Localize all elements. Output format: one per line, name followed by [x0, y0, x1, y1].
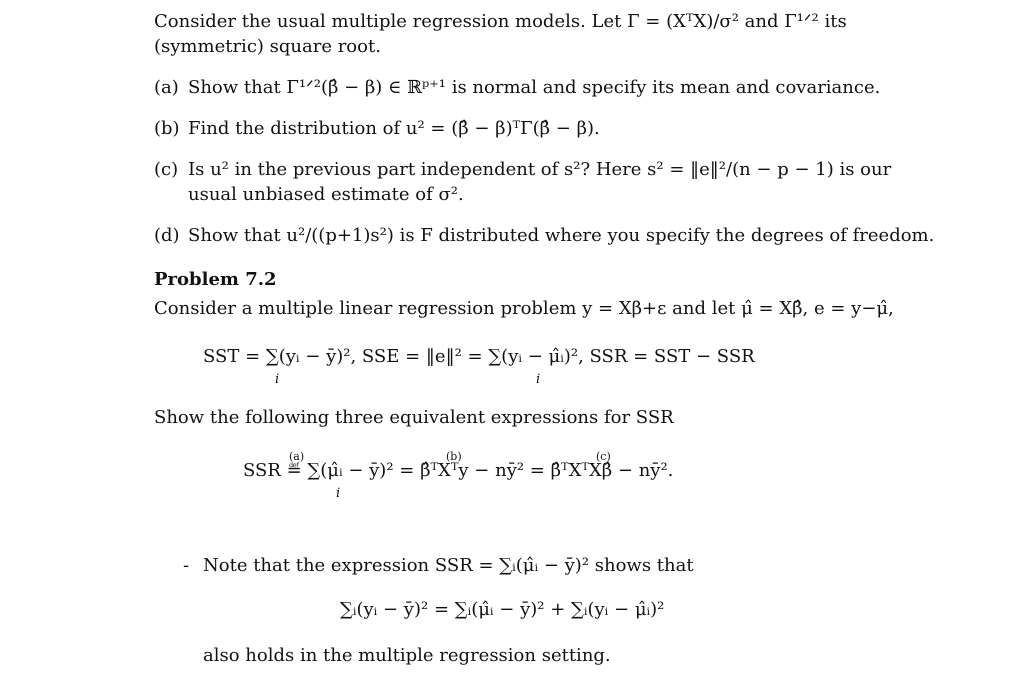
part-c-label: (c) — [154, 159, 179, 180]
sse-sum-index: i — [536, 372, 541, 387]
intro-line-2: (symmetric) square root. — [154, 36, 381, 57]
part-a-label: (a) — [154, 77, 179, 98]
part-d-text: Show that u²/((p+1)s²) is F distributed where you specify the degrees of freedom. — [188, 225, 935, 246]
part-c-continuation: usual unbiased estimate of σ². — [188, 184, 464, 205]
note-bullet: - — [183, 555, 190, 576]
note-line-1 — [183, 554, 694, 578]
show-text: Show the following three equivalent expressions for SSR — [154, 407, 674, 428]
tag-a: (a) — [289, 450, 305, 463]
part-b — [154, 117, 600, 141]
note-equation: ∑ᵢ(yᵢ − ȳ)² = ∑ᵢ(μ̂ᵢ − ȳ)² + ∑ᵢ(yᵢ − μ̂ᵢ)² — [340, 599, 665, 620]
part-d-label: (d) — [154, 225, 180, 246]
note-text: Note that the expression SSR = ∑ᵢ(μ̂ᵢ − ȳ)² shows that — [203, 555, 694, 576]
part-a-text: Show that Γ¹ᐟ²(β̂ − β) ∈ ℝᵖ⁺¹ is normal and specify its mean and covariance. — [188, 77, 881, 98]
problem-title: Problem 7.2 — [154, 269, 277, 290]
part-c-text: Is u² in the previous part independent of s²? Here s² = ‖e‖²/(n − p − 1) is our — [188, 159, 892, 180]
tag-c: (c) — [596, 450, 611, 463]
part-a — [154, 76, 880, 100]
definitions-equation: SST = ∑(yᵢ − ȳ)², SSE = ‖e‖² = ∑(yᵢ − μ̂ᵢ)², SSR = SST − SSR — [203, 346, 755, 367]
part-b-label: (b) — [154, 118, 180, 139]
intro-line-1: Consider the usual multiple regression models. Let Γ = (XᵀX)/σ² and Γ¹ᐟ² its — [154, 11, 847, 32]
note-line-3: also holds in the multiple regression setting. — [203, 645, 611, 666]
sst-sum-index: i — [275, 372, 280, 387]
tag-b: (b) — [446, 450, 462, 463]
part-c — [154, 158, 891, 182]
ssr-sum-index: i — [336, 486, 341, 501]
part-b-text: Find the distribution of u² = (β̂ − β)ᵀΓ(β̂ − β). — [188, 118, 600, 139]
ssr-expressions: SSR ≝ ∑(μ̂ᵢ − ȳ)² = β̂ᵀXᵀy − nȳ² = β̂ᵀXᵀXβ̂ − nȳ². — [243, 460, 674, 481]
problem-statement: Consider a multiple linear regression problem y = Xβ+ε and let μ̂ = Xβ̂, e = y−μ̂, — [154, 298, 894, 319]
part-d — [154, 224, 934, 248]
